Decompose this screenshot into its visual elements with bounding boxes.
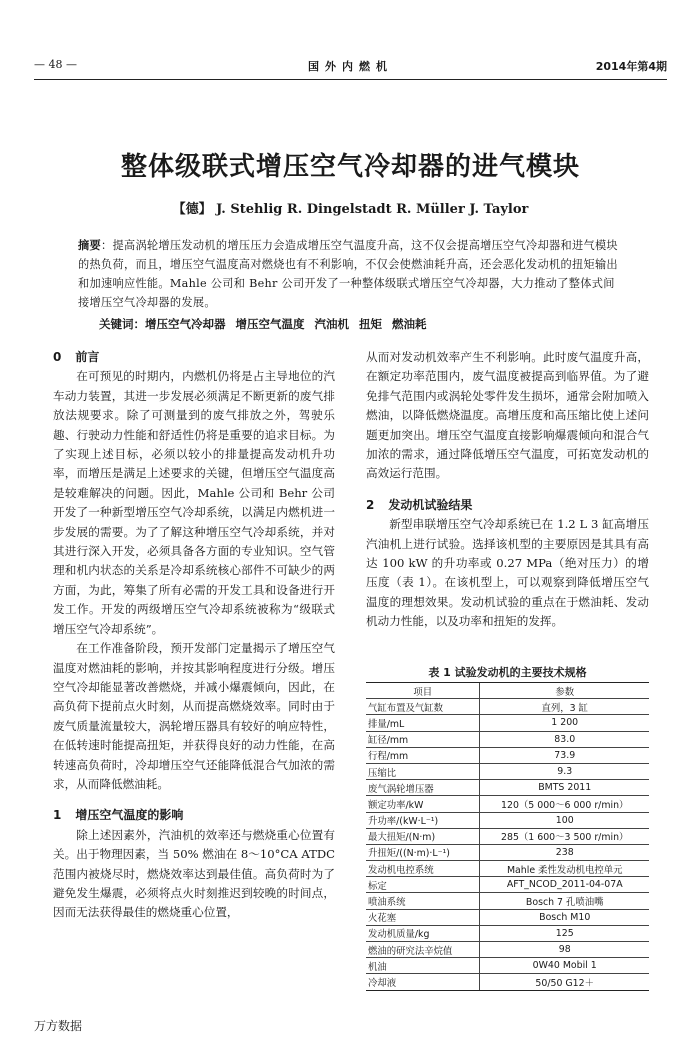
spec-value: 285（1 600～3 500 r/min）	[480, 828, 649, 844]
spec-item: 机油	[366, 958, 480, 974]
paragraph: 从而对发动机效率产生不利影响。此时废气温度升高，在额定功率范围内，废气温度被提高到临界值。为了避免排气范围内或涡轮处零件发生损坏，通常会附加喷入燃油，以降低燃烧温度。高增压度和高压缩比使上述问题更加突出。增压空气温度直接影响爆震倾向和混合气加浓的需求，通过降低增压空气温度，可拓宽发动机的高效运行范围。	[366, 350, 649, 481]
table-row	[366, 731, 649, 747]
section-heading-1	[53, 806, 335, 825]
journal-name: 国外内燃机	[308, 60, 393, 73]
spec-table	[366, 682, 649, 991]
authors: 【德】 J. Stehlig R. Dingelstadt R. Müller J. Taylor	[172, 202, 529, 217]
spec-value: 0W40 Mobil 1	[480, 958, 649, 974]
spec-item: 升扭矩/((N·m)·L⁻¹)	[366, 844, 480, 860]
table-row	[366, 715, 649, 731]
table-row	[366, 861, 649, 877]
section-number: 1	[53, 808, 62, 823]
spec-item: 火花塞	[366, 909, 480, 925]
spec-value: 238	[480, 844, 649, 860]
table-row	[366, 763, 649, 779]
page-header	[34, 58, 667, 74]
abstract-text: ：提高涡轮增压发动机的增压压力会造成增压空气温度升高，这不仅会提高增压空气冷却器和进气模块的热负荷，而且，增压空气温度高对燃烧也有不利影响，不仅会使燃油耗升高，还会恶化发动机的扭矩输出和加速响应性能。Mahle 公司和 Behr 公司开发了一种整体级联式增压空气冷却器，大力推动了整体式间接增压空气冷却器的发展。	[78, 239, 618, 309]
spec-item: 冷却液	[366, 974, 480, 990]
header-rule	[34, 79, 667, 80]
table-row	[366, 747, 649, 763]
spec-value: 1 200	[480, 715, 649, 731]
section-title: 前言	[75, 350, 100, 364]
spec-item: 行程/mm	[366, 747, 480, 763]
table-row	[366, 877, 649, 893]
right-column	[366, 348, 649, 632]
spec-value: Mahle 柔性发动机电控单元	[480, 861, 649, 877]
abstract	[78, 236, 623, 312]
spec-value: AFT_NCOD_2011-04-07A	[480, 877, 649, 893]
abstract-label: 摘要	[78, 239, 101, 252]
paragraph: 在可预见的时期内，内燃机仍将是占主导地位的汽车动力装置，其进一步发展必须满足不断更新的废气排放法规要求。除了可测量到的废气排放之外，驾驶乐趣、行驶动力性能和舒适性仍将是重要的追求目标。为了实现上述目标，必须以较小的排量提高发动机升功率，而增压是满足上述要求的关键，但增压空气温度高是较难解决的问题。因此，Mahle 公司和 Behr 公司开发了一种新型增压空气冷却系统，以满足内燃机进一步发展的需要。为了了解这种增压空气冷却系统，并对其进行深入开发，必须具备各方面的专业知识。空气管理和机内状态的关系是冷却系统核心部件不可缺少的两方面，为此，筹集了所有必需的开发工具和设备进行开发工作。开发的两级增压空气冷却系统被称为“级联式增压空气冷却系统”。	[53, 369, 335, 636]
left-column	[53, 348, 335, 923]
section-title: 发动机试验结果	[388, 497, 473, 512]
table-row	[366, 958, 649, 974]
page-number: — 48 —	[34, 58, 77, 71]
keywords	[99, 316, 437, 332]
keyword: 增压空气温度	[235, 317, 305, 331]
spec-value: 98	[480, 942, 649, 958]
keyword: 燃油耗	[392, 317, 427, 331]
table-caption: 表 1 试验发动机的主要技术规格	[428, 666, 587, 679]
section-heading-2	[366, 496, 649, 515]
spec-value: 83.0	[480, 731, 649, 747]
table-row	[366, 780, 649, 796]
spec-item: 升功率/(kW·L⁻¹)	[366, 812, 480, 828]
spec-item: 发动机质量/kg	[366, 925, 480, 941]
spec-value: Bosch M10	[480, 909, 649, 925]
table-row	[366, 812, 649, 828]
spec-item: 排量/mL	[366, 715, 480, 731]
spec-value: 50/50 G12＋	[480, 974, 649, 990]
table-row	[366, 942, 649, 958]
paragraph: 新型串联增压空气冷却系统已在 1.2 L 3 缸高增压汽油机上进行试验。选择该机型的主要原因是其具有高达 100 kW 的升功率或 0.27 MPa（绝对压力）的增压度（表 1）。在该机型上，可以观察到降低增压空气温度的理想效果。发动机试验的重点在于燃油耗、发动机动力性能，以及功率和扭矩的发挥。	[366, 517, 649, 629]
spec-item: 燃油的研究法辛烷值	[366, 942, 480, 958]
keywords-label: 关键词：	[99, 317, 145, 331]
spec-item: 缸径/mm	[366, 731, 480, 747]
table-header: 项目	[366, 683, 480, 699]
spec-item: 发动机电控系统	[366, 861, 480, 877]
keyword: 扭矩	[359, 317, 382, 331]
section-heading-0	[53, 348, 335, 367]
footer-watermark: 万方数据	[34, 1019, 83, 1033]
section-number: 2	[366, 497, 375, 512]
table-row	[366, 828, 649, 844]
spec-value: Bosch 7 孔喷油嘴	[480, 893, 649, 909]
spec-item: 压缩比	[366, 763, 480, 779]
spec-item: 额定功率/kW	[366, 796, 480, 812]
spec-item: 最大扭矩/(N·m)	[366, 828, 480, 844]
spec-item: 气缸布置及气缸数	[366, 699, 480, 715]
spec-value: 100	[480, 812, 649, 828]
paragraph: 除上述因素外，汽油机的效率还与燃烧重心位置有关。出于物理因素，当 50% 燃油在 8～10°CA ATDC 范围内被烧尽时，燃烧效率达到最佳值。高负荷时为了避免发生爆震，必须将点火时刻推迟到较晚的时间点，因而无法获得最佳的燃烧重心位置，	[53, 827, 335, 920]
spec-item: 喷油系统	[366, 893, 480, 909]
table-row	[366, 909, 649, 925]
table-row	[366, 925, 649, 941]
spec-value: 73.9	[480, 747, 649, 763]
article-title: 整体级联式增压空气冷却器的进气模块	[120, 152, 580, 182]
section-number: 0	[53, 350, 62, 364]
keyword: 增压空气冷却器	[145, 317, 226, 331]
spec-value: 直列，3 缸	[480, 699, 649, 715]
table-row	[366, 796, 649, 812]
spec-item: 废气涡轮增压器	[366, 780, 480, 796]
table-row	[366, 974, 649, 990]
spec-value: 9.3	[480, 763, 649, 779]
spec-value: BMTS 2011	[480, 780, 649, 796]
keyword: 汽油机	[314, 317, 349, 331]
section-title: 增压空气温度的影响	[75, 808, 184, 823]
paragraph: 在工作准备阶段，预开发部门定量揭示了增压空气温度对燃油耗的影响，并按其影响程度进行分级。增压空气冷却能显著改善燃烧，并减小爆震倾向，因此，在高负荷下提前点火时刻，从而提高燃烧效率。同时由于废气质量流量较大，涡轮增压器具有较好的响应特性，在低转速时能提高扭矩，并获得良好的动力性能，在高转速高负荷时，冷却增压空气还能降低混合气加浓的需求，从而降低燃油耗。	[53, 641, 335, 791]
spec-value: 125	[480, 925, 649, 941]
spec-value: 120（5 000～6 000 r/min）	[480, 796, 649, 812]
spec-item: 标定	[366, 877, 480, 893]
table-row	[366, 844, 649, 860]
table-header-row	[366, 683, 649, 699]
table-header: 参数	[480, 683, 649, 699]
table-row	[366, 699, 649, 715]
issue-label: 2014年第4期	[595, 60, 667, 73]
table-row	[366, 893, 649, 909]
